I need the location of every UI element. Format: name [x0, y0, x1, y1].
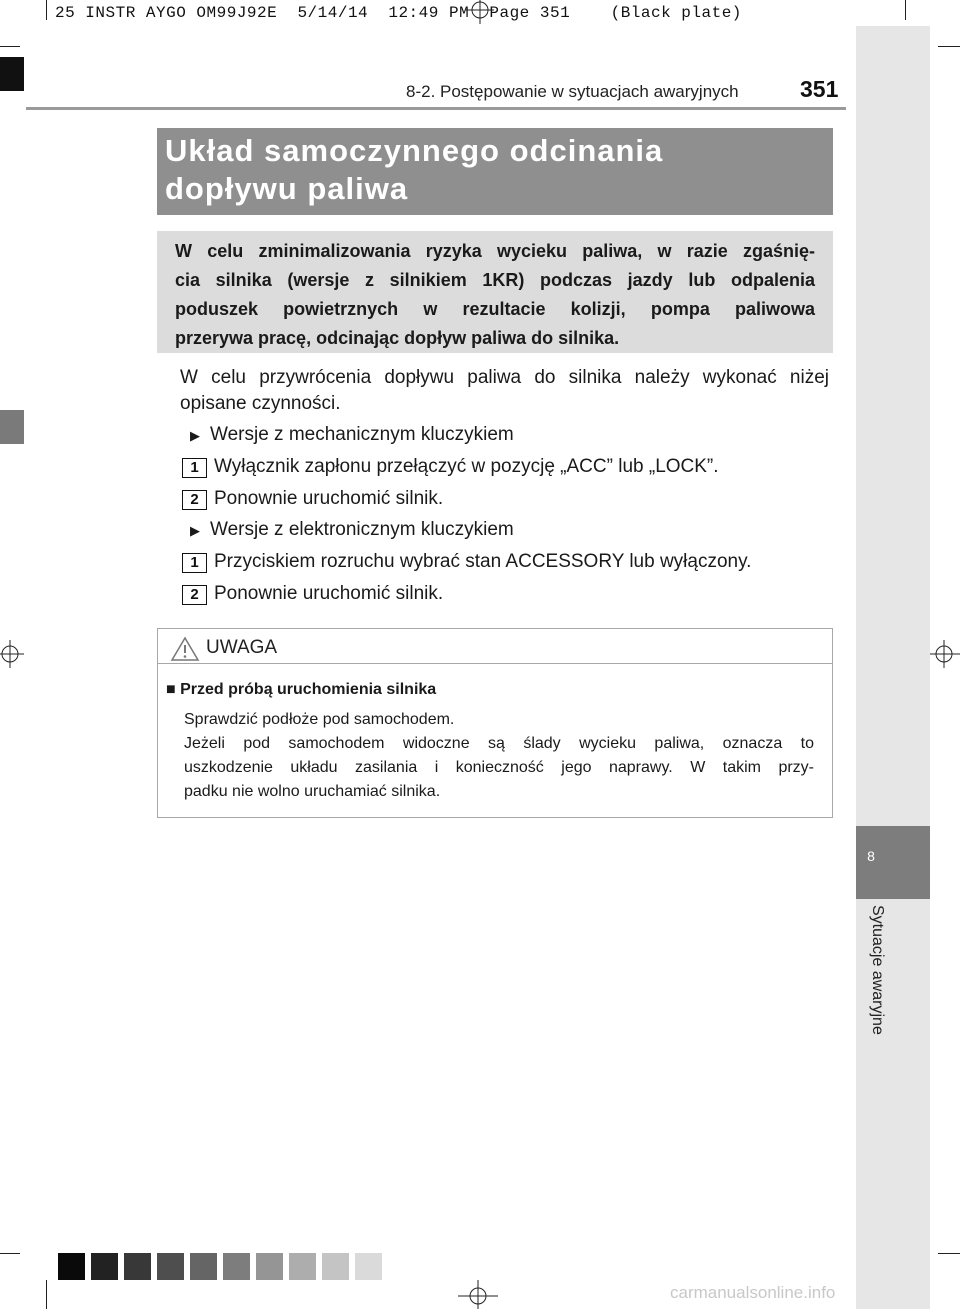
gray-swatch — [289, 1253, 316, 1280]
crop-mark — [0, 46, 20, 47]
step-text: Przyciskiem rozruchu wybrać stan ACCESSORY lub wyłączony. — [214, 551, 752, 572]
gray-swatch — [322, 1253, 349, 1280]
gray-swatch — [157, 1253, 184, 1280]
section-number: 8 — [867, 848, 875, 864]
intro-line: przerywa pracę, odcinając dopływ paliwa do silnika. — [175, 328, 620, 348]
header-rule — [26, 107, 846, 110]
intro-line: W celu zminimalizowania ryzyka wycieku paliwa, w razie zgaśnię- — [175, 241, 815, 261]
gray-swatch — [91, 1253, 118, 1280]
step-number-badge: 1 — [182, 553, 207, 573]
step-number-badge: 2 — [182, 585, 207, 605]
arrow-right-icon: ▶ — [190, 523, 200, 538]
version-heading — [190, 519, 514, 541]
step-text: Ponownie uruchomić silnik. — [214, 583, 444, 604]
page-title-line: dopływu paliwa — [165, 171, 409, 206]
warning-line: padku nie wolno uruchamiać silnika. — [184, 783, 441, 800]
warning-label: UWAGA — [206, 637, 278, 658]
crop-mark — [905, 0, 906, 20]
arrow-right-icon: ▶ — [190, 428, 200, 443]
step-number-badge: 1 — [182, 458, 207, 478]
running-header: 8-2. Postępowanie w sytuacjach awaryjnych — [406, 82, 739, 101]
edge-tab-gray — [0, 410, 24, 444]
warning-line: uszkodzenie układu zasilania i konieczność jego naprawy. W takim przy- — [184, 759, 814, 776]
registration-mark-icon — [466, 0, 494, 24]
registration-mark-icon — [0, 640, 24, 668]
version-heading — [190, 424, 514, 446]
version-heading-text: Wersje z elektronicznym kluczykiem — [210, 519, 514, 540]
crop-mark — [0, 1253, 20, 1254]
gray-swatch — [355, 1253, 382, 1280]
crop-mark — [938, 46, 960, 47]
step-number-badge: 2 — [182, 490, 207, 510]
crop-mark — [46, 0, 47, 20]
gray-swatch — [223, 1253, 250, 1280]
intro-line: cia silnika (wersje z silnikiem 1KR) podczas jazdy lub odpalenia — [175, 270, 815, 290]
version-heading-text: Wersje z mechanicznym kluczykiem — [210, 424, 514, 445]
watermark: carmanualsonline.info — [670, 1283, 836, 1302]
gray-swatch — [124, 1253, 151, 1280]
warning-heading — [166, 681, 436, 699]
warning-header-rule — [157, 663, 833, 664]
gray-swatch — [190, 1253, 217, 1280]
bullet-square-icon: ■ — [166, 681, 176, 698]
warning-triangle-icon — [170, 636, 200, 662]
page-title-line: Układ samoczynnego odcinania — [165, 133, 664, 168]
warning-heading-text: Przed próbą uruchomienia silnika — [180, 681, 437, 698]
body-paragraph-line: W celu przywrócenia dopływu paliwa do silnika należy wykonać niżej — [180, 367, 829, 388]
intro-summary — [157, 231, 833, 353]
crop-mark — [938, 1253, 960, 1254]
step-text: Ponownie uruchomić silnik. — [214, 488, 444, 509]
warning-line: Jeżeli pod samochodem widoczne są ślady wycieku paliwa, oznacza to — [184, 735, 814, 752]
section-side-title: Sytuacje awaryjne — [869, 905, 886, 1035]
gray-swatch — [256, 1253, 283, 1280]
step-text: Wyłącznik zapłonu przełączyć w pozycję „ACC” lub „LOCK”. — [214, 456, 719, 477]
edge-tab-black — [0, 57, 24, 91]
page-title-band — [157, 128, 833, 215]
registration-mark-icon — [930, 640, 960, 668]
page-number: 351 — [800, 76, 839, 102]
section-thumb-band — [856, 26, 930, 1309]
crop-mark — [46, 1280, 47, 1309]
body-paragraph-line: opisane czynności. — [180, 393, 341, 414]
warning-line: Sprawdzić podłoże pod samochodem. — [184, 711, 455, 728]
printer-slug: 25 INSTR AYGO OM99J92E 5/14/14 12:49 PM Page 351 (Black plate) — [55, 4, 742, 22]
gray-swatch — [58, 1253, 85, 1280]
intro-line: poduszek powietrznych w rezultacie kolizji, pompa paliwowa — [175, 299, 815, 319]
registration-mark-icon — [458, 1280, 498, 1309]
